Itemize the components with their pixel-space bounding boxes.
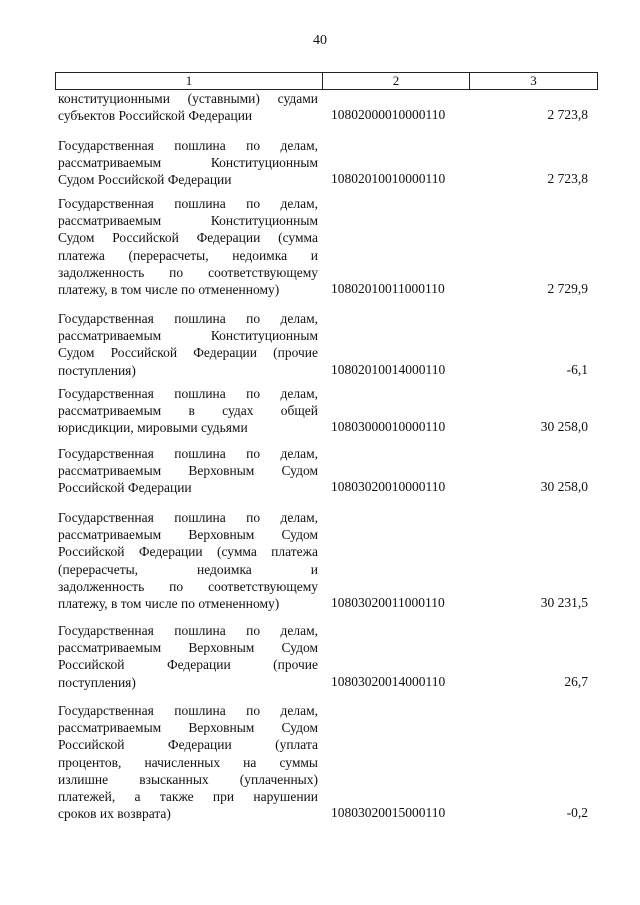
description-line: рассматриваемым Верховным Судом bbox=[58, 463, 318, 479]
description-line: рассматриваемым Конституционным bbox=[58, 328, 318, 344]
row-code: 10802010011000110 bbox=[331, 281, 445, 296]
row-amount: 2 723,8 bbox=[547, 171, 588, 187]
description-line: рассматриваемым Конституционным bbox=[58, 155, 318, 171]
description-line: Судом Российской Федерации (сумма bbox=[58, 230, 318, 246]
row-description bbox=[58, 310, 318, 379]
description-line: рассматриваемым в судах общей bbox=[58, 403, 318, 419]
description-line: излишне взысканных (уплаченных) bbox=[58, 771, 318, 787]
row-amount: 2 729,9 bbox=[547, 281, 588, 296]
row-description bbox=[58, 509, 318, 612]
row-description bbox=[58, 622, 318, 691]
row-description bbox=[58, 195, 318, 298]
page-number: 40 bbox=[313, 33, 327, 48]
description-line: рассматриваемым Конституционным bbox=[58, 213, 318, 229]
row-code: 10803000010000110 bbox=[331, 419, 446, 435]
description-line: рассматриваемым Верховным Судом bbox=[58, 527, 318, 543]
row-amount: 30 231,5 bbox=[540, 595, 588, 610]
description-line: Российской Федерации (сумма платежа bbox=[58, 544, 318, 560]
row-description bbox=[58, 90, 318, 124]
row-code: 10803020014000110 bbox=[331, 673, 446, 689]
row-amount: 2 723,8 bbox=[547, 107, 588, 123]
description-line: процентов, начисленных на суммы bbox=[58, 754, 318, 770]
description-line: сроков их возврата) bbox=[58, 806, 171, 822]
description-line: Государственная пошлина по делам, bbox=[58, 623, 318, 638]
description-line: поступления) bbox=[58, 362, 136, 378]
header-col-2: 2 bbox=[323, 73, 470, 89]
description-line: Государственная пошлина по делам, bbox=[58, 510, 318, 525]
row-description bbox=[58, 445, 318, 497]
row-code: 10803020011000110 bbox=[331, 595, 445, 610]
description-line: Российской Федерации (прочие bbox=[58, 657, 318, 673]
description-line: юрисдикции, мировыми судьями bbox=[58, 420, 248, 436]
row-description bbox=[58, 137, 318, 189]
description-line: Государственная пошлина по делам, bbox=[58, 138, 318, 153]
row-code: 10803020015000110 bbox=[331, 805, 446, 821]
description-line: рассматриваемым Верховным Судом bbox=[58, 720, 318, 736]
description-line: Государственная пошлина по делам, bbox=[58, 196, 318, 211]
row-description bbox=[58, 385, 318, 437]
header-col-3: 3 bbox=[530, 73, 537, 88]
row-code: 10802010014000110 bbox=[331, 361, 446, 377]
description-line: Российской Федерации bbox=[58, 480, 192, 496]
description-line: Российской Федерации (уплата bbox=[58, 737, 318, 753]
description-line: платежей, а также при нарушении bbox=[58, 788, 318, 804]
description-line: Государственная пошлина по делам, bbox=[58, 446, 318, 461]
description-line: задолженность по соответствующему bbox=[58, 578, 318, 594]
description-line: Государственная пошлина по делам, bbox=[58, 386, 318, 401]
description-line: Судом Российской Федерации bbox=[58, 172, 232, 188]
description-line: Государственная пошлина по делам, bbox=[58, 703, 318, 718]
description-line: Государственная пошлина по делам, bbox=[58, 311, 318, 326]
row-amount: 26,7 bbox=[564, 673, 588, 689]
description-line: платежа (перерасчеты, недоимка и bbox=[58, 247, 318, 263]
row-amount: 30 258,0 bbox=[540, 479, 588, 495]
description-line: рассматриваемым Верховным Судом bbox=[58, 640, 318, 656]
row-amount: 30 258,0 bbox=[540, 419, 588, 435]
description-line: субъектов Российской Федерации bbox=[58, 108, 253, 124]
header-col-1: 1 bbox=[56, 73, 323, 89]
row-description bbox=[58, 702, 318, 822]
row-code: 10802010010000110 bbox=[331, 171, 446, 187]
description-line: конституционными (уставными) судами bbox=[58, 91, 318, 106]
description-line: платежу, в том числе по отмененному) bbox=[58, 281, 280, 297]
table-header bbox=[55, 72, 598, 90]
description-line: (перерасчеты, недоимка и bbox=[58, 561, 318, 577]
description-line: задолженность по соответствующему bbox=[58, 264, 318, 280]
row-code: 10803020010000110 bbox=[331, 479, 446, 495]
description-line: платежу, в том числе по отмененному) bbox=[58, 595, 280, 611]
row-amount: -6,1 bbox=[566, 361, 588, 377]
description-line: поступления) bbox=[58, 674, 136, 690]
row-amount: -0,2 bbox=[566, 805, 588, 821]
description-line: Судом Российской Федерации (прочие bbox=[58, 345, 318, 361]
row-code: 10802000010000110 bbox=[331, 107, 446, 123]
